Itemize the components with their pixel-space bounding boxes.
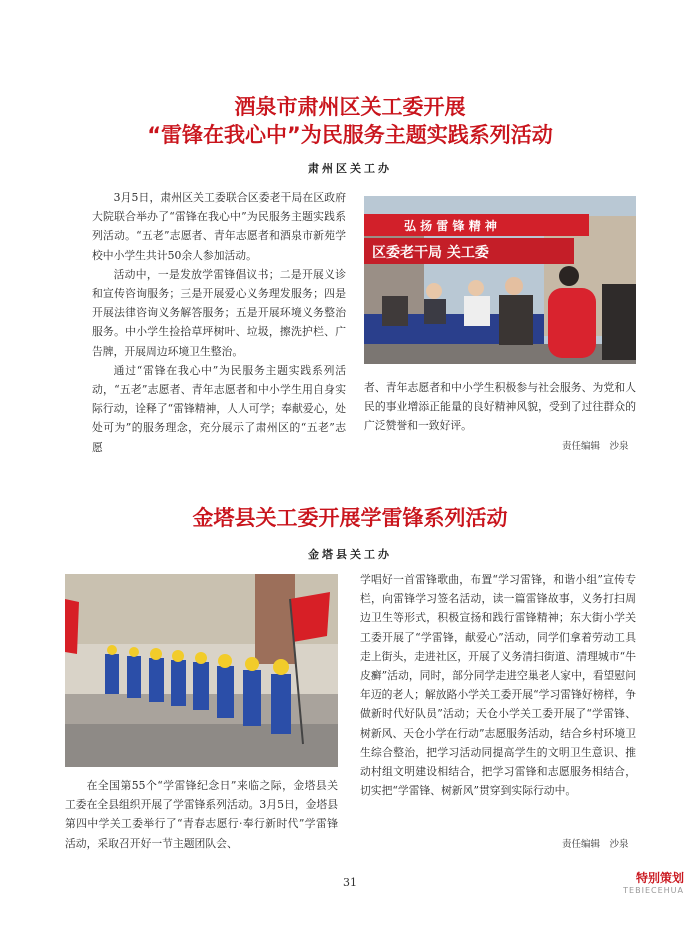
- article1-byline: 肃州区关工办: [308, 162, 392, 175]
- article1-title-line2: “雷锋在我心中”为民服务主题实践系列活动: [147, 123, 553, 147]
- article1-photo: [364, 196, 636, 364]
- article1-left-column: [92, 188, 346, 457]
- photo-banner-text: 弘 扬 雷 锋 精 神: [404, 219, 497, 233]
- article2-editor: 责任编辑 沙泉: [562, 839, 629, 850]
- article1-right-paragraph: 者、青年志愿者和中小学生积极参与社会服务、为党和人民的事业增添正能量的良好精神风貌，受到了过往群众的广泛赞誉和一致好评。: [364, 381, 636, 433]
- article2-left-paragraph: 在全国第55个“学雷锋纪念日”来临之际，金塔县关工委在全县组织开展了学雷锋系列活动。3月5日，金塔县第四中学关工委举行了“青春志愿行·奉行新时代”学雷锋活动，采取召开好一节主题团队会、: [65, 779, 338, 850]
- article2-photo: [65, 574, 338, 767]
- article1-editor: 责任编辑 沙泉: [562, 441, 629, 452]
- photo-sign-text: 区委老干局 关工委: [372, 245, 489, 261]
- article1-paragraph: 通过“雷锋在我心中”为民服务主题实践系列活动，“五老”志愿者、青年志愿者和中小学生用自身实际行动，诠释了“雷锋精神，人人可学；奉献爱心，处处可为”的服务理念，充分展示了肃州区的“五老”志愿: [92, 363, 346, 454]
- section-brand-en: TEBIECEHUA: [623, 886, 684, 895]
- article2-right-paragraph: 学唱好一首雷锋歌曲，布置“学习雷锋，和谐小组”宣传专栏，向雷锋学习签名活动，读一篇雷锋故事，义务打扫周边卫生等形式，积极宣扬和践行雷锋精神；东大街小学关工委开展了“学雷锋，献爱心”活动，同学们拿着劳动工具走上街头，走进社区，开展了义务清扫街道、清理城市“牛皮癣”活动，同时，部分同学走进空巢老人家中，看望慰问年迈的老人；解放路小学关工委开展“学习雷锋好榜样，争做新时代好队员”活动；天仓小学关工委开展了“学雷锋、树新风、天仓小学在行动”志愿服务活动，结合乡村环境卫生综合整治，把学习活动同提高学生的文明卫生意识、推动村组文明建设相结合，把学习雷锋和志愿服务相结合，切实把“学雷锋、树新风”贯穿到实际行动中。: [360, 573, 636, 798]
- section-brand: [623, 869, 684, 895]
- volunteer-service-photo: [364, 196, 636, 364]
- article1-paragraph: 3月5日，肃州区关工委联合区委老干局在区政府大院联合举办了“雷锋在我心中”为民服务主题实践系列活动。“五老”志愿者、青年志愿者和酒泉市新苑学校中小学生共计50余人参加活动。: [92, 191, 346, 262]
- page-number: 31: [343, 876, 357, 889]
- students-march-photo: [65, 574, 338, 767]
- article2-title: 金塔县关工委开展学雷锋系列活动: [192, 506, 508, 530]
- article2-byline: 金塔县关工办: [308, 548, 392, 561]
- article1-title-line1: 酒泉市肃州区关工委开展: [234, 95, 466, 119]
- section-brand-cn: 特别策划: [635, 871, 684, 885]
- article1-paragraph: 活动中，一是发放学雷锋倡议书；二是开展义诊和宣传咨询服务；三是开展爱心义务理发服务；四是开展法律咨询义务解答服务；五是开展环境义务整治服务。中小学生捡拾草坪树叶、垃圾，擦洗护栏、广告牌，开展周边环境卫生整治。: [92, 267, 346, 358]
